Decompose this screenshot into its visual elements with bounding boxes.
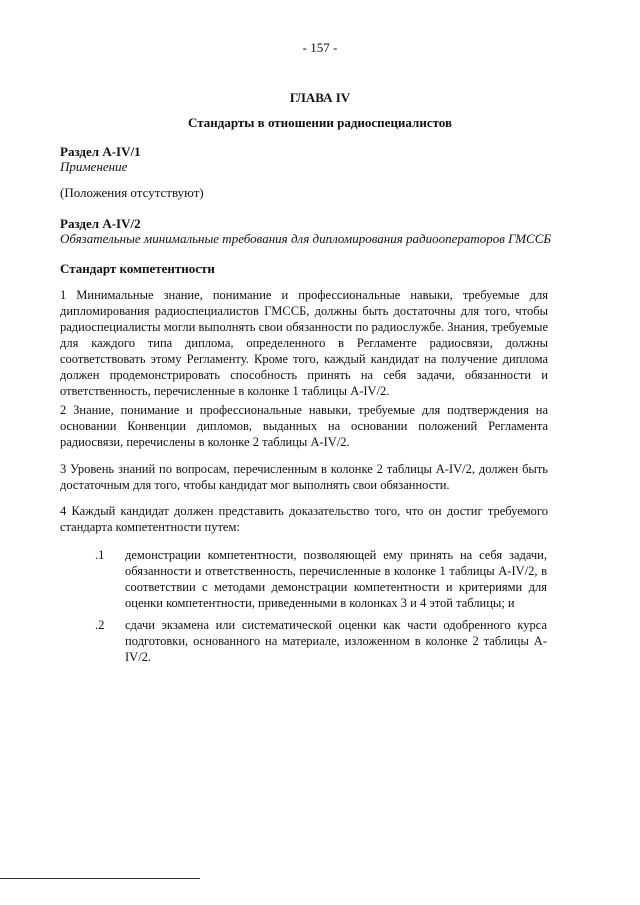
page-bottom-rule [0, 878, 200, 879]
paragraph-1: 1 Минимальные знание, понимание и профессиональные навыки, требуемые для дипломирования радиоспециалистов ГМССБ, должны быть достаточны для того, чтобы радиоспециалисты могли выполнять свои обязанности по радиослужбе. Знания, требуемые для каждого типа диплома, определенного в Регламенте радиосвязи, должны соответствовать этому Регламенту. Кроме того, каждый кандидат на получение диплома должен продемонстрировать способность принять на себя задачи, обязанности и ответственность, перечисленные в колонке 1 таблицы А-IV/2. [60, 288, 548, 398]
page-number: - 157 - [302, 40, 338, 55]
section-1-code: Раздел А-IV/1 [60, 144, 141, 159]
list-item-text: демонстрации компетентности, позволяющей ему принять на себя задачи, обязанности и ответственность, перечисленные в колонке 1 таблицы А-IV/2, в соответствии с методами демонстрации компетентности и критериями для оценки компетентности, приведенными в колонках 3 и 4 этой таблицы; и [125, 548, 547, 610]
section-2-code: Раздел А-IV/2 [60, 216, 141, 231]
list-item-text: сдачи экзамена или систематической оценки как части одобренного курса подготовки, основанного на материале, изложенном в колонке 2 таблицы А-IV/2. [125, 618, 547, 664]
section-2-subtitle: Обязательные минимальные требования для дипломирования радиооператоров ГМССБ [60, 231, 552, 246]
paragraph-4: 4 Каждый кандидат должен представить доказательство того, что он достиг требуемого стандарта компетентности путем: [60, 504, 548, 534]
chapter-title: Стандарты в отношении радиоспециалистов [188, 115, 452, 130]
chapter-heading: ГЛАВА IV [289, 90, 351, 105]
list-item-number: .2 [95, 618, 105, 632]
paragraph-3: 3 Уровень знаний по вопросам, перечисленным в колонке 2 таблицы А-IV/2, должен быть достаточным для того, чтобы кандидат мог выполнять свои обязанности. [60, 462, 548, 492]
list-item-number: .1 [95, 548, 105, 562]
paragraph-2: 2 Знание, понимание и профессиональные навыки, требуемые для подтверждения на основании Конвенции дипломов, выданных на основании положений Регламента радиосвязи, перечислены в колонке 2 таблицы А-IV/2. [60, 403, 548, 449]
section-1-note: (Положения отсутствуют) [60, 185, 204, 200]
section-1-subtitle: Применение [60, 159, 128, 174]
standard-heading: Стандарт компетентности [60, 261, 215, 276]
